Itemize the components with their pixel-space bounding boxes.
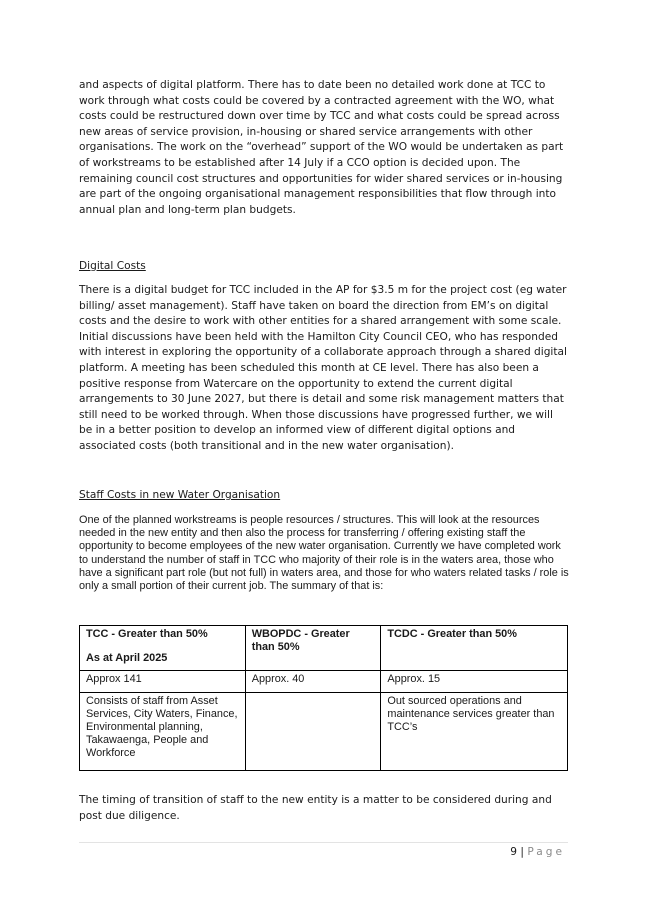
count-cell: Approx 141	[80, 671, 246, 693]
count-cell: Approx. 15	[381, 671, 568, 693]
header-cell-tcdc	[381, 626, 568, 671]
page-number: 9	[510, 846, 518, 858]
table-row	[80, 671, 568, 693]
header-title: TCDC - Greater than 50%	[387, 628, 517, 640]
footer-divider	[79, 842, 568, 843]
staff-summary-table	[79, 625, 568, 771]
notes-cell: Out sourced operations and maintenance services greater than TCC’s	[381, 693, 568, 771]
staff-costs-paragraph: One of the planned workstreams is people resources / structures. This will look at the resources needed in the new entity and then also the process for transferring / offering existing staff the opportunity to become employees of the new water organisation. Currently we have completed work to understand the number of staff in TCC who majority of their role is in the waters area, those who have a significant part role (but not full) in waters area, and those for who waters related tasks / role is only a small portion of their current job. The summary of that is:	[79, 514, 569, 593]
table-row	[80, 693, 568, 771]
staff-costs-heading: Staff Costs in new Water Organisation	[79, 489, 281, 501]
header-title: TCC - Greater than 50%	[86, 628, 208, 640]
notes-cell	[245, 693, 381, 771]
count-cell: Approx. 40	[245, 671, 381, 693]
closing-paragraph: The timing of transition of staff to the new entity is a matter to be considered during and post due diligence.	[79, 794, 552, 822]
header-title: WBOPDC - Greater than 50%	[251, 628, 350, 653]
notes-cell: Consists of staff from Asset Services, City Waters, Finance, Environmental planning, Takawaenga, People and Workforce	[80, 693, 246, 771]
intro-paragraph: and aspects of digital platform. There has to date been no detailed work done at TCC to work through what costs could be covered by a contracted agreement with the WO, what costs could be restructured down over time by TCC and what costs could be spread across new areas of service provision, in-housing or shared service arrangements with other organisations. The work on the “overhead” support of the WO would be undertaken as part of workstreams to be established after 14 July if a CCO option is decided upon. The remaining council cost structures and opportunities for wider shared services or in-housing are part of the ongoing organisational management responsibilities that flow through into annual plan and long-term plan budgets.	[79, 79, 564, 216]
header-subtitle: As at April 2025	[86, 652, 168, 664]
page-separator: |	[520, 846, 524, 858]
table-header-row	[80, 626, 568, 671]
header-cell-wbopdc	[245, 626, 381, 671]
digital-costs-heading: Digital Costs	[79, 260, 146, 272]
digital-costs-paragraph: There is a digital budget for TCC included in the AP for $3.5 m for the project cost (eg water billing/ asset management). Staff have taken on board the direction from EM’s on digital costs and the desire to work with other entities for a shared arrangement with some scale. Initial discussions have been held with the Hamilton City Council CEO, who has responded with interest in exploring the opportunity of a collaborate approach through a shared digital platform. A meeting has been scheduled this month at CE level. There has also been a positive response from Watercare on the opportunity to extend the current digital arrangements to 30 June 2027, but there is detail and some risk management matters that still need to be worked through. When those discussions have progressed further, we will be in a better position to develop an informed view of different digital options and associated costs (both transitional and in the new water organisation).	[79, 284, 567, 452]
page-footer	[510, 846, 565, 858]
header-cell-tcc	[80, 626, 246, 671]
page-word: Page	[527, 846, 565, 858]
